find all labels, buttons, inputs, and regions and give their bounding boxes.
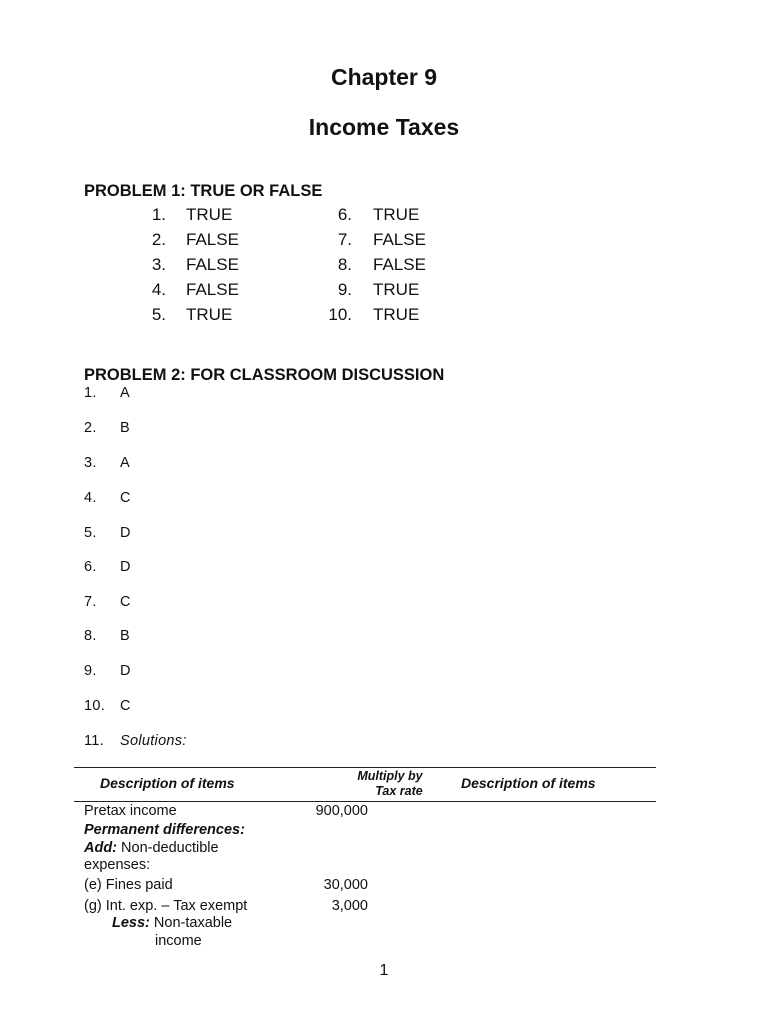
problem-2-heading: PROBLEM 2: FOR CLASSROOM DISCUSSION: [84, 366, 445, 384]
row-less-continued: income: [155, 933, 202, 949]
add-label: Add:: [84, 840, 118, 856]
row-fines-value: 30,000: [323, 877, 368, 893]
mc-value: A: [120, 455, 130, 471]
add-text: Non-deductible: [117, 840, 219, 856]
mc-answer: [84, 420, 130, 436]
problem-1-heading: PROBLEM 1: TRUE OR FALSE: [84, 182, 323, 200]
row-interest-value: 3,000: [331, 898, 368, 914]
mc-number: 5.: [84, 525, 97, 541]
tf-number: 5.: [151, 305, 166, 324]
table-header-description: Description of items: [100, 775, 235, 791]
tf-answer: FALSE: [373, 230, 426, 249]
tf-answer: TRUE: [373, 305, 420, 324]
tf-answer: FALSE: [186, 255, 239, 274]
mc-number: 1.: [84, 385, 97, 401]
mc-answer: [84, 698, 131, 714]
tf-number: 7.: [337, 230, 352, 249]
mc-answer: [84, 455, 130, 471]
mc-value: D: [120, 525, 131, 541]
tf-answer: FALSE: [373, 255, 426, 274]
row-permanent-differences: Permanent differences:: [84, 822, 245, 838]
mc-answer: [84, 733, 187, 749]
row-add-continued: expenses:: [84, 857, 151, 873]
mc-answer: [84, 490, 131, 506]
tf-number: 3.: [151, 255, 166, 274]
mc-value: B: [120, 628, 130, 644]
table-header-multiply-line2: Tax rate: [375, 784, 423, 798]
table-header-multiply: [340, 769, 440, 799]
mc-value: A: [120, 385, 130, 401]
mc-value: B: [120, 420, 130, 436]
tf-number: 10.: [328, 305, 352, 324]
tf-answer: TRUE: [186, 305, 233, 324]
mc-answer: [84, 663, 131, 679]
mc-value: Solutions:: [120, 733, 187, 749]
tf-number: 1.: [151, 205, 166, 224]
less-label: Less:: [112, 915, 150, 931]
row-pretax-label: Pretax income: [84, 803, 177, 819]
mc-value: C: [120, 594, 131, 610]
table-header-description-2: Description of items: [461, 775, 596, 791]
chapter-title: Chapter 9: [330, 64, 438, 90]
mc-answer: [84, 628, 130, 644]
mc-number: 9.: [84, 663, 97, 679]
mc-number: 8.: [84, 628, 97, 644]
row-interest-label: (g) Int. exp. – Tax exempt: [84, 898, 248, 914]
tf-answer: FALSE: [186, 230, 239, 249]
row-add: [84, 840, 219, 856]
table-top-rule: [74, 767, 656, 768]
tf-number: 9.: [337, 280, 352, 299]
mc-number: 10.: [84, 698, 106, 714]
table-header-multiply-line1: Multiply by: [357, 769, 423, 783]
page-number: 1: [379, 962, 389, 979]
tf-number: 2.: [151, 230, 166, 249]
tf-number: 8.: [337, 255, 352, 274]
mc-number: 6.: [84, 559, 97, 575]
mc-value: C: [120, 698, 131, 714]
table-header-rule: [74, 801, 656, 802]
mc-value: D: [120, 559, 131, 575]
tf-number: 4.: [151, 280, 166, 299]
mc-number: 4.: [84, 490, 97, 506]
tf-answer: TRUE: [373, 280, 420, 299]
mc-number: 11.: [84, 733, 104, 749]
mc-answer: [84, 594, 131, 610]
mc-number: 7.: [84, 594, 97, 610]
tf-answer: TRUE: [373, 205, 420, 224]
row-fines-label: (e) Fines paid: [84, 877, 173, 893]
row-pretax-value: 900,000: [315, 803, 368, 819]
mc-answer: [84, 385, 130, 401]
mc-number: 2.: [84, 420, 97, 436]
mc-value: D: [120, 663, 131, 679]
tf-answer: TRUE: [186, 205, 233, 224]
row-less: [112, 915, 232, 931]
mc-number: 3.: [84, 455, 97, 471]
tf-answer: FALSE: [186, 280, 239, 299]
chapter-subtitle: Income Taxes: [308, 114, 460, 140]
mc-value: C: [120, 490, 131, 506]
mc-answer: [84, 525, 131, 541]
less-text: Non-taxable: [149, 915, 233, 931]
mc-answer: [84, 559, 131, 575]
tf-number: 6.: [337, 205, 352, 224]
